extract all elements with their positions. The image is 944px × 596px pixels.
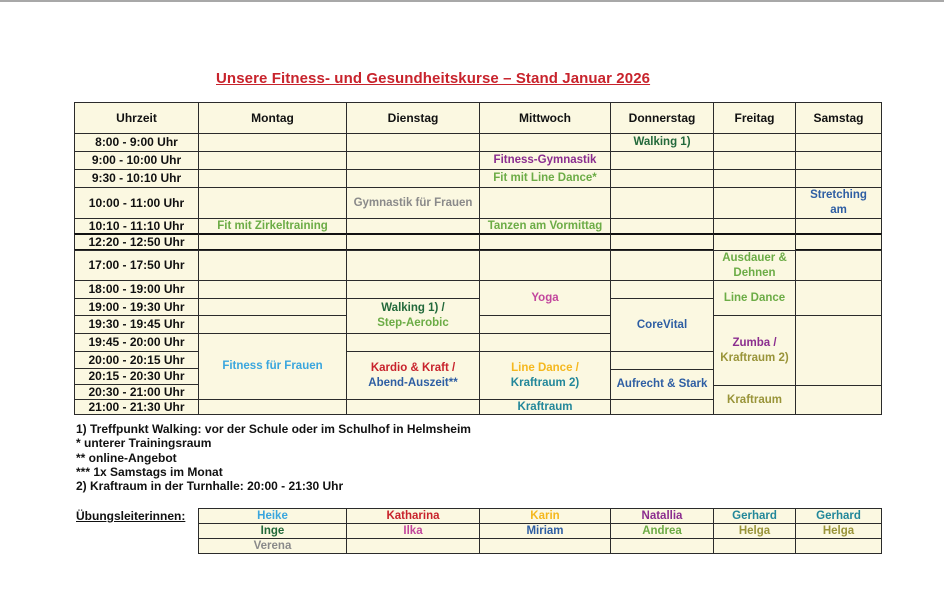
footnote: 1) Treffpunkt Walking: vor der Schule oder im Schulhof in Helmsheim — [76, 422, 471, 436]
course-label: Line Dance — [723, 291, 786, 304]
instructor-cell — [713, 538, 796, 554]
instructor-cell — [795, 523, 882, 539]
course-label: Yoga — [531, 291, 559, 304]
header-freitag — [713, 102, 796, 134]
course-label: Kraftraum — [727, 393, 782, 406]
time-label: 12:20 - 12:50 Uhr — [88, 234, 185, 249]
header-label: Freitag — [734, 110, 775, 125]
course-stretching — [795, 187, 882, 219]
header-montag — [198, 102, 347, 134]
time-cell — [74, 169, 199, 188]
montag-slot — [198, 151, 347, 170]
montag-slot — [198, 280, 347, 299]
samstag-slot — [795, 385, 882, 415]
instructor-name: Helga — [738, 524, 771, 537]
instructor-name: Natallia — [641, 509, 683, 522]
time-cell — [74, 333, 199, 352]
course-label: Aufrecht & Stark — [616, 378, 708, 390]
footnote: 2) Kraftraum in der Turnhalle: 20:00 - 21:30 Uhr — [76, 479, 344, 494]
montag-slot — [198, 399, 347, 415]
header-label: Dienstag — [387, 110, 439, 125]
time-label: 19:00 - 19:30 Uhr — [88, 299, 185, 314]
course-line-dance-freitag — [713, 280, 796, 316]
instructor-name: Heike — [257, 509, 288, 522]
dienstag-slot — [346, 169, 480, 188]
course-kardio-abend-auszeit — [346, 351, 480, 400]
donnerstag-slot — [610, 250, 714, 281]
time-label: 10:10 - 11:10 Uhr — [88, 218, 185, 233]
instructor-name: Andrea — [642, 524, 682, 537]
donnerstag-slot — [610, 169, 714, 188]
instructor-cell — [713, 508, 796, 524]
course-fit-mit-line-dance — [479, 169, 611, 188]
course-zumba-kraftraum — [713, 315, 796, 386]
dienstag-slot — [346, 333, 480, 352]
mittwoch-slot — [479, 187, 611, 219]
course-label: Fitness für Frauen — [222, 360, 323, 372]
freitag-slot — [713, 133, 796, 152]
instructor-cell — [198, 508, 347, 524]
course-label-am: am — [830, 204, 847, 216]
header-label: Montag — [251, 110, 294, 125]
donnerstag-slot — [610, 351, 714, 370]
samstag-slot — [795, 315, 882, 386]
time-cell — [74, 315, 199, 334]
dienstag-slot — [346, 151, 480, 170]
course-line-dance-kraftraum — [479, 351, 611, 400]
instructor-cell — [610, 523, 714, 539]
freitag-slot — [713, 218, 796, 234]
course-label: Fit mit Zirkeltraining — [217, 219, 328, 232]
course-kraftraum-mittwoch — [479, 399, 611, 415]
time-label: 10:00 - 11:00 Uhr — [88, 195, 185, 210]
instructor-cell — [346, 538, 480, 554]
dienstag-slot — [346, 280, 480, 299]
course-label-stretching: Stretching — [810, 189, 867, 201]
instructor-name: Katharina — [386, 509, 440, 522]
course-aufrecht-stark — [610, 369, 714, 400]
instructor-cell — [198, 523, 347, 539]
instructor-cell — [479, 508, 611, 524]
course-label: Kraftraum — [517, 400, 573, 413]
dienstag-slot — [346, 133, 480, 152]
mittwoch-slot — [479, 133, 611, 152]
course-label: Tanzen am Vormittag — [487, 219, 603, 232]
course-label-abend-auszeit: Abend-Auszeit** — [368, 376, 458, 389]
freitag-slot — [713, 151, 796, 170]
instructor-name: Karin — [530, 509, 560, 522]
donnerstag-slot — [610, 399, 714, 415]
instructor-name: Inge — [260, 524, 285, 537]
montag-slot — [198, 187, 347, 219]
course-walking-step-aerobic — [346, 298, 480, 334]
header-dienstag — [346, 102, 480, 134]
instructor-cell — [795, 508, 882, 524]
samstag-slot — [795, 233, 882, 251]
instructor-cell — [198, 538, 347, 554]
time-cell — [74, 151, 199, 170]
instructor-cell — [610, 508, 714, 524]
freitag-slot — [713, 169, 796, 188]
course-label-walking: Walking 1) / — [381, 302, 445, 314]
time-label: 20:30 - 21:00 Uhr — [88, 384, 185, 399]
course-tanzen-am-vormittag — [479, 218, 611, 234]
time-label: 21:00 - 21:30 Uhr — [88, 399, 185, 414]
mittwoch-slot — [479, 315, 611, 334]
course-label-step-aerobic: Step-Aerobic — [377, 317, 449, 329]
freitag-slot — [713, 187, 796, 219]
course-label: CoreVital — [636, 318, 688, 331]
course-label: Walking 1) — [633, 136, 691, 148]
course-ausdauer-dehnen — [713, 250, 796, 281]
samstag-slot — [795, 280, 882, 316]
time-cell — [74, 384, 199, 400]
instructor-cell — [346, 523, 480, 539]
top-border-line — [0, 0, 944, 2]
course-label: Gymnastik für Frauen — [353, 196, 473, 209]
donnerstag-slot — [610, 151, 714, 170]
course-gymnastik-fuer-frauen — [346, 187, 480, 219]
freitag-slot — [713, 233, 796, 251]
course-label-kraftraum: Kraftraum 2) — [720, 351, 789, 364]
instructor-name: Miriam — [526, 524, 564, 537]
instructor-cell — [479, 523, 611, 539]
header-uhrzeit — [74, 102, 199, 134]
course-label-ausdauer: Ausdauer & — [722, 251, 787, 264]
time-label: 20:00 - 20:15 Uhr — [88, 352, 185, 367]
time-cell — [74, 351, 199, 369]
course-yoga — [479, 280, 611, 316]
time-label: 17:00 - 17:50 Uhr — [88, 258, 185, 272]
course-fitness-gymnastik — [479, 151, 611, 170]
header-label: Uhrzeit — [116, 110, 157, 125]
time-label: 20:15 - 20:30 Uhr — [88, 369, 185, 383]
time-cell — [74, 250, 199, 281]
mittwoch-slot — [479, 233, 611, 251]
instructor-cell — [346, 508, 480, 524]
header-label: Mittwoch — [519, 110, 571, 125]
time-cell — [74, 399, 199, 415]
mittwoch-slot — [479, 333, 611, 352]
course-label-kraftraum: Kraftraum 2) — [510, 376, 580, 389]
instructors-label: Übungsleiterinnen: — [76, 509, 186, 523]
time-label: 18:00 - 19:00 Uhr — [88, 282, 185, 296]
time-label: 9:00 - 10:00 Uhr — [91, 153, 182, 167]
course-label: Fitness-Gymnastik — [493, 154, 597, 166]
course-label-zumba: Zumba / — [732, 336, 777, 349]
donnerstag-slot — [610, 218, 714, 234]
time-cell — [74, 133, 199, 152]
instructor-cell — [713, 523, 796, 539]
time-cell — [74, 233, 199, 251]
samstag-slot — [795, 218, 882, 234]
montag-slot — [198, 133, 347, 152]
samstag-slot — [795, 151, 882, 170]
dienstag-slot — [346, 218, 480, 234]
header-samstag — [795, 102, 882, 134]
footnote: ** online-Angebot — [76, 450, 177, 465]
instructor-cell — [479, 538, 611, 554]
course-fitness-fuer-frauen — [198, 333, 347, 400]
header-mittwoch — [479, 102, 611, 134]
montag-slot — [198, 233, 347, 251]
course-fit-mit-zirkeltraining — [198, 218, 347, 234]
time-cell — [74, 298, 199, 316]
dienstag-slot — [346, 250, 480, 281]
time-label: 8:00 - 9:00 Uhr — [95, 135, 178, 149]
course-walking-donnerstag — [610, 133, 714, 152]
instructor-name: Ilka — [403, 524, 423, 537]
course-label-kardio: Kardio & Kraft / — [370, 361, 456, 374]
page-title: Unsere Fitness- und Gesundheitskurse – Stand Januar 2026 — [216, 70, 651, 87]
time-cell — [74, 218, 199, 234]
course-kraftraum-freitag — [713, 385, 796, 415]
instructor-name: Gerhard — [732, 509, 777, 522]
instructor-name: Gerhard — [816, 509, 861, 522]
donnerstag-slot — [610, 280, 714, 299]
course-label: Fit mit Line Dance* — [493, 172, 597, 184]
time-cell — [74, 280, 199, 299]
montag-slot — [198, 298, 347, 316]
instructor-cell — [795, 538, 882, 554]
time-label: 19:45 - 20:00 Uhr — [88, 335, 185, 349]
mittwoch-slot — [479, 250, 611, 281]
course-label-line-dance: Line Dance / — [511, 361, 579, 374]
donnerstag-slot — [610, 233, 714, 251]
footnote: * unterer Trainingsraum — [76, 436, 212, 451]
course-label-dehnen: Dehnen — [733, 266, 776, 279]
instructor-cell — [610, 538, 714, 554]
dienstag-slot — [346, 233, 480, 251]
montag-slot — [198, 250, 347, 281]
time-label: 9:30 - 10:10 Uhr — [91, 171, 182, 185]
time-cell — [74, 368, 199, 385]
footnote: *** 1x Samstags im Monat — [76, 464, 223, 479]
time-label: 19:30 - 19:45 Uhr — [88, 317, 185, 331]
course-corevital — [610, 298, 714, 352]
dienstag-slot — [346, 399, 480, 415]
samstag-slot — [795, 169, 882, 188]
instructor-name: Verena — [253, 539, 292, 552]
samstag-slot — [795, 250, 882, 281]
header-label: Donnerstag — [628, 110, 696, 125]
footnotes — [76, 422, 471, 493]
header-donnerstag — [610, 102, 714, 134]
instructor-name: Helga — [822, 524, 855, 537]
header-label: Samstag — [813, 110, 864, 125]
samstag-slot — [795, 133, 882, 152]
time-cell — [74, 187, 199, 219]
donnerstag-slot — [610, 187, 714, 219]
montag-slot — [198, 169, 347, 188]
montag-slot — [198, 315, 347, 334]
